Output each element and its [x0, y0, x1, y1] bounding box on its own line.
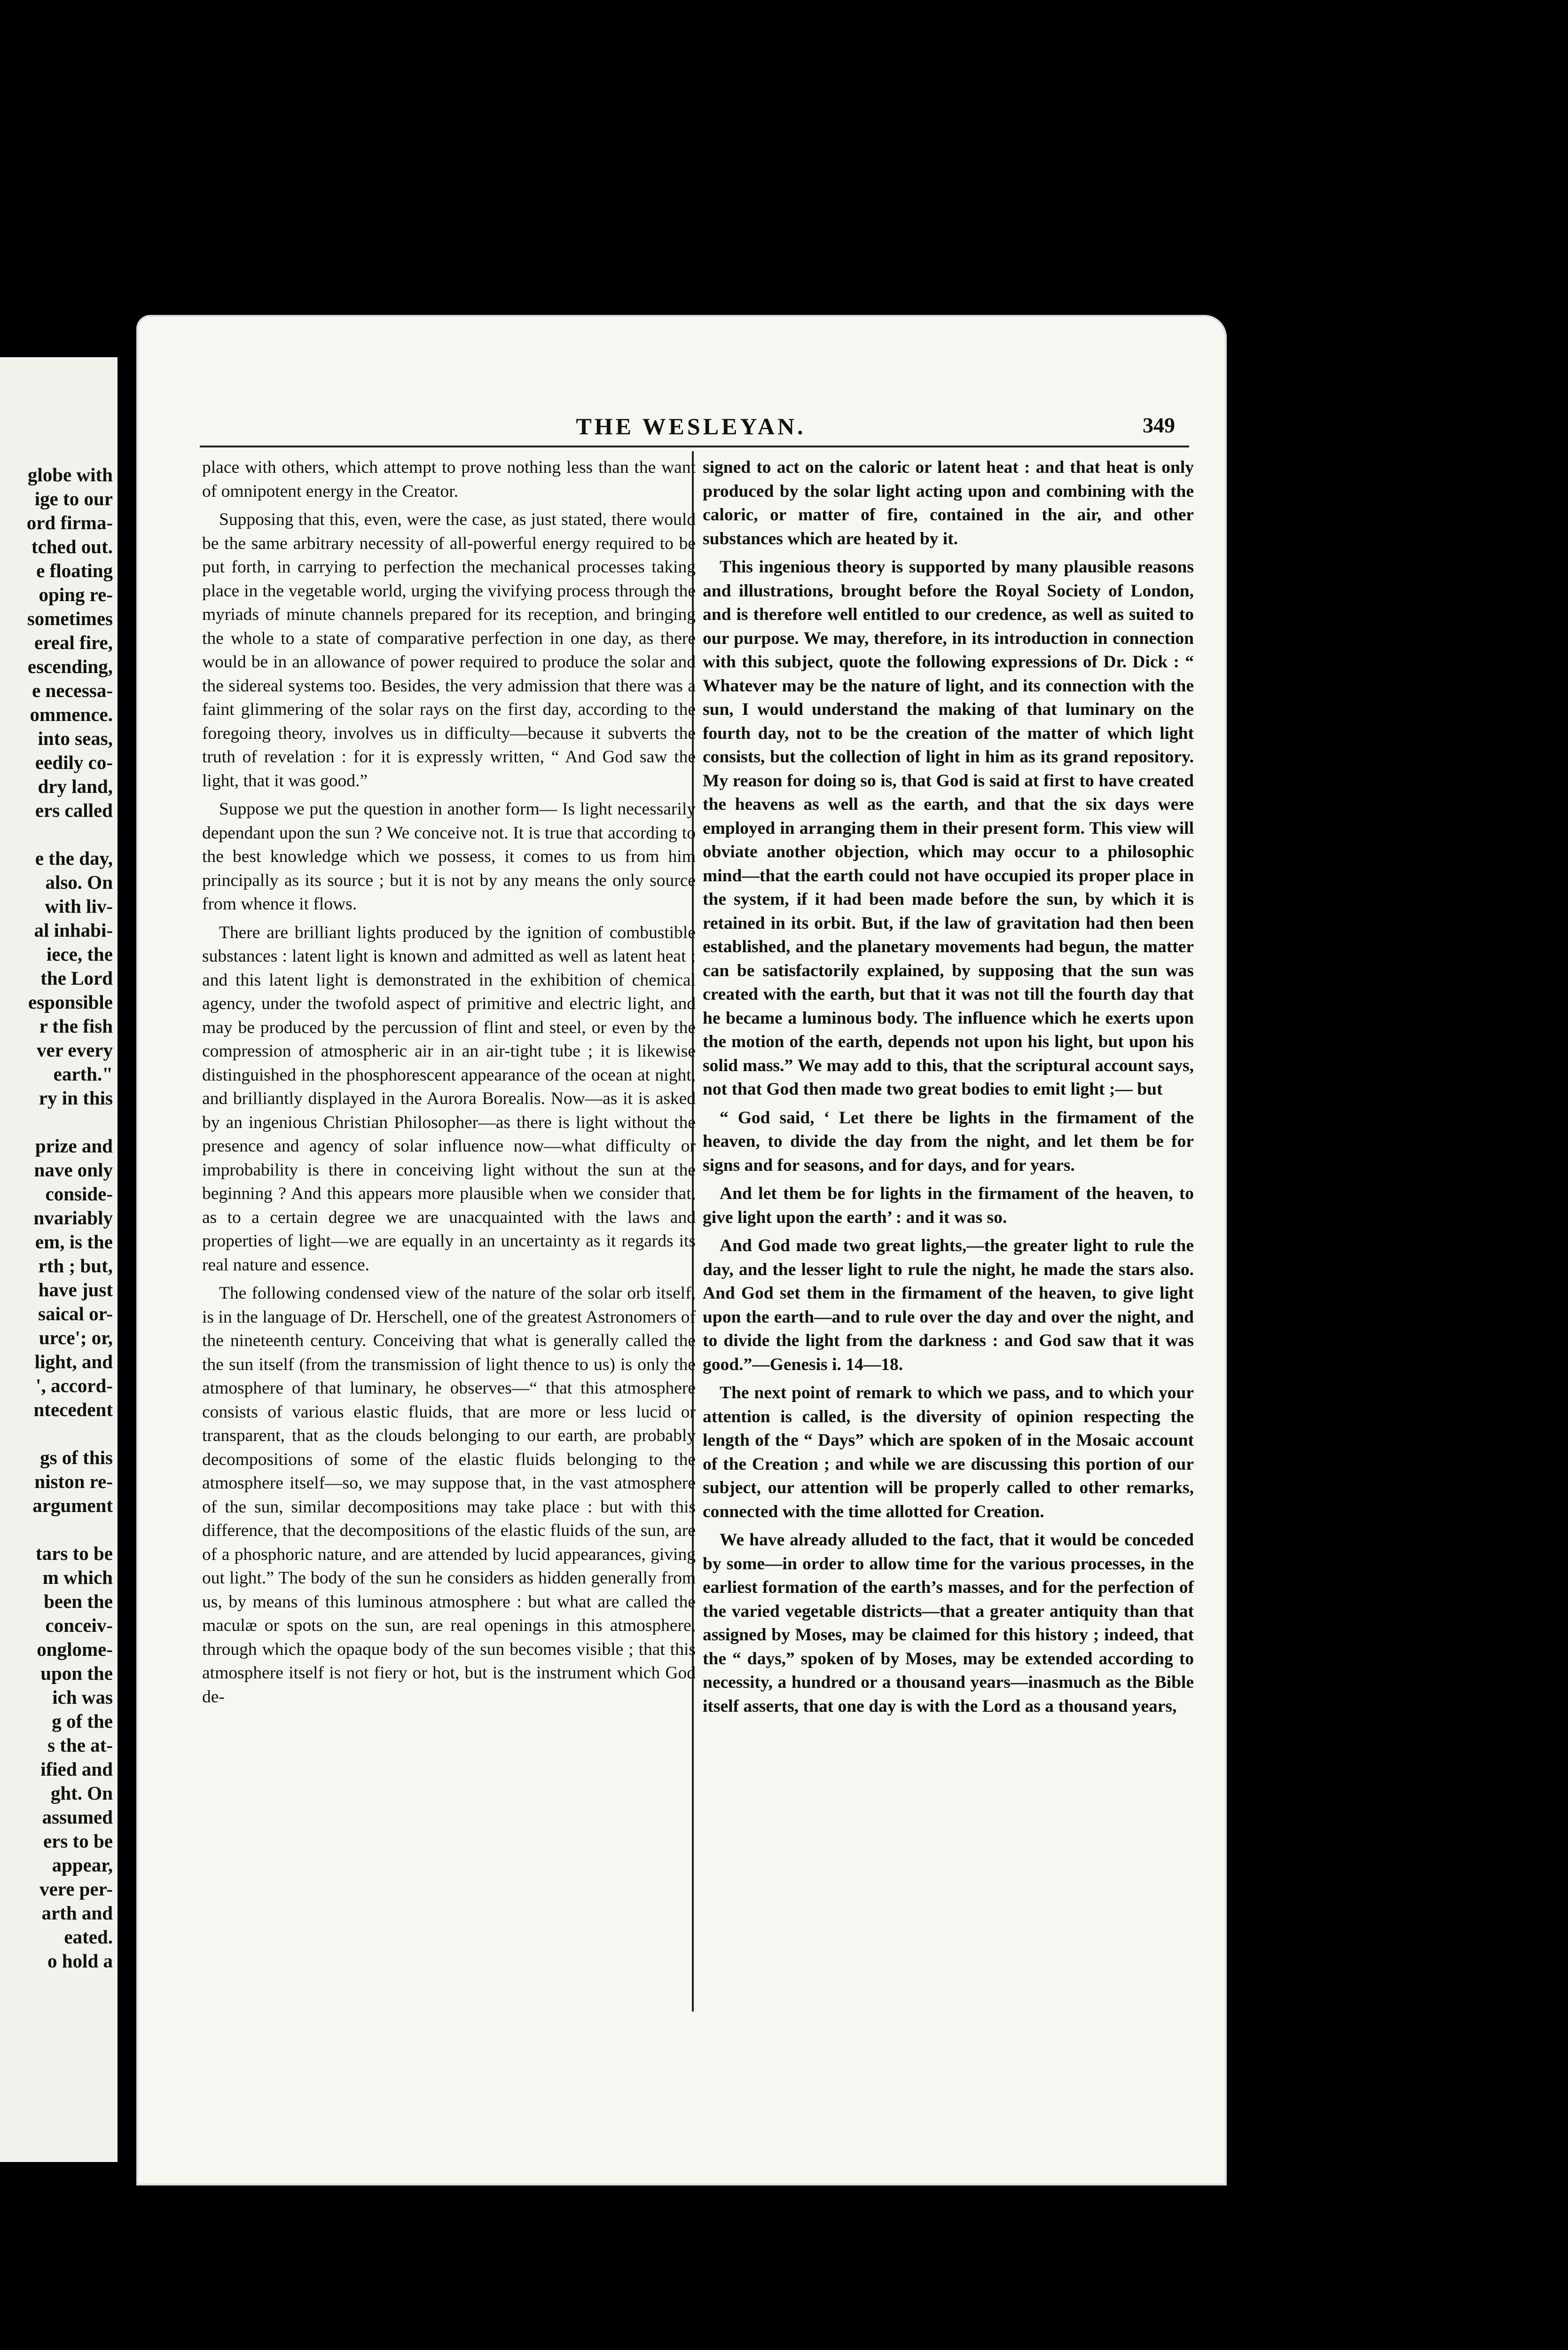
- left-page-line: al inhabi-: [34, 919, 113, 941]
- left-page-line: escending,: [27, 656, 113, 677]
- left-page-line: ry in this: [39, 1087, 113, 1109]
- left-page-line: em, is the: [35, 1231, 113, 1253]
- left-page-line: e necessa-: [32, 680, 113, 701]
- left-page-line: ige to our: [34, 488, 113, 509]
- paragraph: place with others, which attempt to prove nothing less than the want of omnipotent energy in the Creator.: [202, 458, 696, 501]
- left-page-line: also. On: [45, 871, 113, 893]
- left-page-line: eated.: [64, 1926, 113, 1948]
- left-page-line: r the fish: [39, 1015, 113, 1037]
- left-page-line: m which: [42, 1567, 113, 1588]
- left-page-line: e floating: [36, 560, 113, 581]
- book-page: [136, 315, 1227, 2186]
- left-page-line: nvariably: [33, 1207, 113, 1229]
- left-column: [202, 456, 696, 1709]
- left-page-line: conside-: [45, 1183, 113, 1205]
- paragraph: There are brilliant lights produced by the ignition of combustible substances : latent light is known and admitted as well as latent heat ; and this latent light is demonstrated in the exhibition of chemical agency, under the twofold aspect of primitive and electric light, and may be produced by the percussion of flint and steel, or even by the compression of atmospheric air in an air-tight tube ; it is likewise distinguished in the phosphorescent appearance of the ocean at night, and brilliantly displayed in the Aurora Borealis. Now—as it is asked by an ingenious Christian Philosopher—as there is light without the presence and agency of solar influence now—what difficulty or improbability is there in conceiving light without the sun at the beginning ? And this appears more plausible when we consider that, as to a certain degree we are unacquainted with the laws and properties of light—we are equally in an uncertainty as it regards its real nature and essence.: [202, 923, 696, 1275]
- left-page-line: ntecedent: [33, 1399, 113, 1420]
- left-page-line: gs of this: [40, 1447, 113, 1468]
- page-number: 349: [1143, 413, 1175, 437]
- left-page-line: ified and: [40, 1758, 113, 1780]
- left-page-line: e the day,: [35, 847, 113, 869]
- left-page-line: nave only: [34, 1159, 113, 1181]
- left-page-line: rth ; but,: [38, 1255, 113, 1277]
- left-page-line: ', accord-: [36, 1375, 113, 1396]
- left-page-line: dry land,: [38, 776, 113, 797]
- left-page-line: globe with: [27, 464, 113, 486]
- left-page-line: onglome-: [37, 1638, 113, 1660]
- left-page-line: sometimes: [27, 608, 113, 629]
- left-page-line: with liv-: [45, 895, 113, 917]
- left-page-line: conceiv-: [45, 1614, 113, 1636]
- paragraph: And God made two great lights,—the greater light to rule the day, and the lesser light to rule the night, he made the stars also. And God set them in the firmament of the heaven, to give light upon the earth—and to rule over the day and over the night, and to divide the light from the darkness : and God saw that it was good.”—Genesis i. 14—18.: [703, 1236, 1194, 1374]
- paragraph: This ingenious theory is supported by many plausible reasons and illustrations, brought before the Royal Society of London, and is therefore well entitled to our credence, as well as suited to our purpose. We may, therefore, in its introduction in connection with this subject, quote the following expressions of Dr. Dick : “ Whatever may be the nature of light, and its connection with the sun, I would understand the making of that luminary on the fourth day, not to be the creation of the matter of which light consists, but the collection of light in him as its grand repository. My reason for doing so is, that God is said at first to have created the heavens as well as the earth, and that the six days were employed in arranging them in their present form. This view will obviate another objection, which may occur to a philosophic mind—that the earth could not have occupied its proper place in the system, if it had been made before the sun, by which it is retained in its orbit. But, if the law of gravitation had then been established, and the planetary movements had begun, the matter can be satisfactorily explained, by supposing that the sun was created with the earth, but that it was not till the fourth day that he became a luminous body. The influence which he exerts upon the motion of the earth, depends not upon his light, but upon his solid mass.” We may add to this, that the scriptural account says, not that God then made two great bodies to emit light ;— but: [703, 557, 1194, 1099]
- paragraph: We have already alluded to the fact, that it would be conceded by some—in order to allow time for the various processes, in the earliest formation of the earth’s masses, and for the perfection of the varied vegetable districts—that a greater antiquity than that assigned by Moses, may be claimed for this history ; indeed, that the “ days,” spoken of by Moses, may be extended according to necessity, a hundred or a thousand years—inasmuch as the Bible itself asserts, that one day is with the Lord as a thousand years,: [703, 1530, 1194, 1716]
- left-page-line: into seas,: [38, 728, 113, 749]
- left-page-line: have just: [38, 1279, 113, 1300]
- left-page-line: ommence.: [30, 704, 113, 725]
- left-page-line: argument: [32, 1495, 113, 1516]
- left-page-line: ereal fire,: [34, 632, 113, 653]
- left-page-line: eedily co-: [35, 752, 113, 773]
- left-page-line: vere per-: [39, 1878, 113, 1900]
- left-page-line: prize and: [35, 1135, 113, 1157]
- paragraph: Supposing that this, even, were the case, as just stated, there would be the same arbitrary necessity of all-powerful energy required to be put forth, in carrying to perfection the mechanical processes taking place in the vegetable world, urging the vivifying process through the myriads of minute channels prepared for its reception, and bringing the whole to a state of comparative perfection in one day, as there would be in an allowance of power required to produce the solar and the sidereal systems too. Besides, the very admission that there was a faint glimmering of the solar rays on the first day, according to the foregoing theory, involves us in difficulty—because it subverts the truth of revelation : for it is expressly written, “ And God saw the light, that it was good.”: [202, 510, 696, 791]
- left-page-line: o hold a: [47, 1950, 113, 1972]
- left-page-line: niston re-: [34, 1471, 113, 1492]
- left-page-line: the Lord: [40, 967, 113, 989]
- left-page-line: esponsible: [28, 991, 113, 1013]
- paragraph: signed to act on the caloric or latent heat : and that heat is only produced by the solar light acting upon and combining with the caloric, or matter of fire, contained in the air, and other substances which are heated by it.: [703, 458, 1194, 548]
- left-page-fragment: [0, 357, 120, 2162]
- left-page-line: tched out.: [31, 536, 113, 557]
- left-page-line: oping re-: [39, 584, 113, 605]
- journal-title: THE WESLEYAN.: [576, 413, 806, 439]
- left-page-line: earth.": [53, 1063, 113, 1085]
- paragraph: And let them be for lights in the firmament of the heaven, to give light upon the earth’ : and it was so.: [703, 1184, 1194, 1227]
- left-page-line: ord firma-: [26, 512, 113, 533]
- left-page-line: g of the: [52, 1710, 113, 1732]
- paragraph: The following condensed view of the nature of the solar orb itself, is in the language of Dr. Herschell, one of the greatest Astronomers of the nineteenth century. Conceiving that what is generally called the the sun itself (from the transmission of light thence to us) is only the atmosphere of that luminary, he observes—“ that this atmosphere consists of various elastic fluids, that are more or less lucid or transparent, that as the clouds belonging to our earth, are probably decompositions of some of the elastic fluids belonging to the atmosphere itself—so, we may suppose that, in the vast atmosphere of the sun, similar decompositions may take place : but with this difference, that the decompositions of the elastic fluids of the sun, are of a phosphoric nature, and are attended by lucid appearances, giving out light.” The body of the sun he considers as hidden generally from us, by means of this luminous atmosphere : but what are called the maculæ or spots on the sun, are real openings in this atmosphere, through which the opaque body of the sun becomes visible ; that this atmosphere itself is not fiery or hot, but is the instrument which God de-: [202, 1284, 696, 1707]
- left-page-line: ich was: [52, 1686, 113, 1708]
- header-rule: [200, 446, 1189, 447]
- left-page-line: ers to be: [43, 1830, 113, 1852]
- left-page-line: ers called: [35, 799, 113, 821]
- running-header: [207, 413, 1175, 446]
- left-page-line: saical or-: [38, 1303, 113, 1324]
- right-column: [703, 456, 1194, 1718]
- left-page-line: arth and: [41, 1902, 113, 1924]
- left-page-line: tars to be: [36, 1543, 113, 1564]
- paragraph: The next point of remark to which we pass, and to which your attention is called, is the diversity of opinion respecting the length of the “ Days” which are spoken of in the Mosaic account of the Creation ; and while we are discussing this portion of our subject, our attention will be properly called to other remarks, connected with the time allotted for Creation.: [703, 1383, 1194, 1521]
- left-page-line: urce'; or,: [39, 1327, 113, 1348]
- left-page-line: light, and: [34, 1351, 113, 1372]
- left-page-line: iece, the: [46, 943, 113, 965]
- left-page-line: been the: [44, 1590, 113, 1612]
- left-page-line: assumed: [42, 1806, 113, 1828]
- paragraph: Suppose we put the question in another form— Is light necessarily dependant upon the sun ? We conceive not. It is true that according to the best knowledge which we possess, it comes to us from him principally as its source ; but it is not by any means the only source from whence it flows.: [202, 799, 696, 914]
- left-page-line: ver every: [37, 1039, 113, 1061]
- paragraph: “ God said, ‘ Let there be lights in the firmament of the heaven, to divide the day from the night, and let them be for signs and for seasons, and for days, and for years.: [703, 1108, 1194, 1175]
- left-page-line: upon the: [40, 1662, 113, 1684]
- left-page-line: ght. On: [50, 1782, 113, 1804]
- left-page-line: s the at-: [47, 1734, 113, 1756]
- left-page-line: appear,: [52, 1854, 113, 1876]
